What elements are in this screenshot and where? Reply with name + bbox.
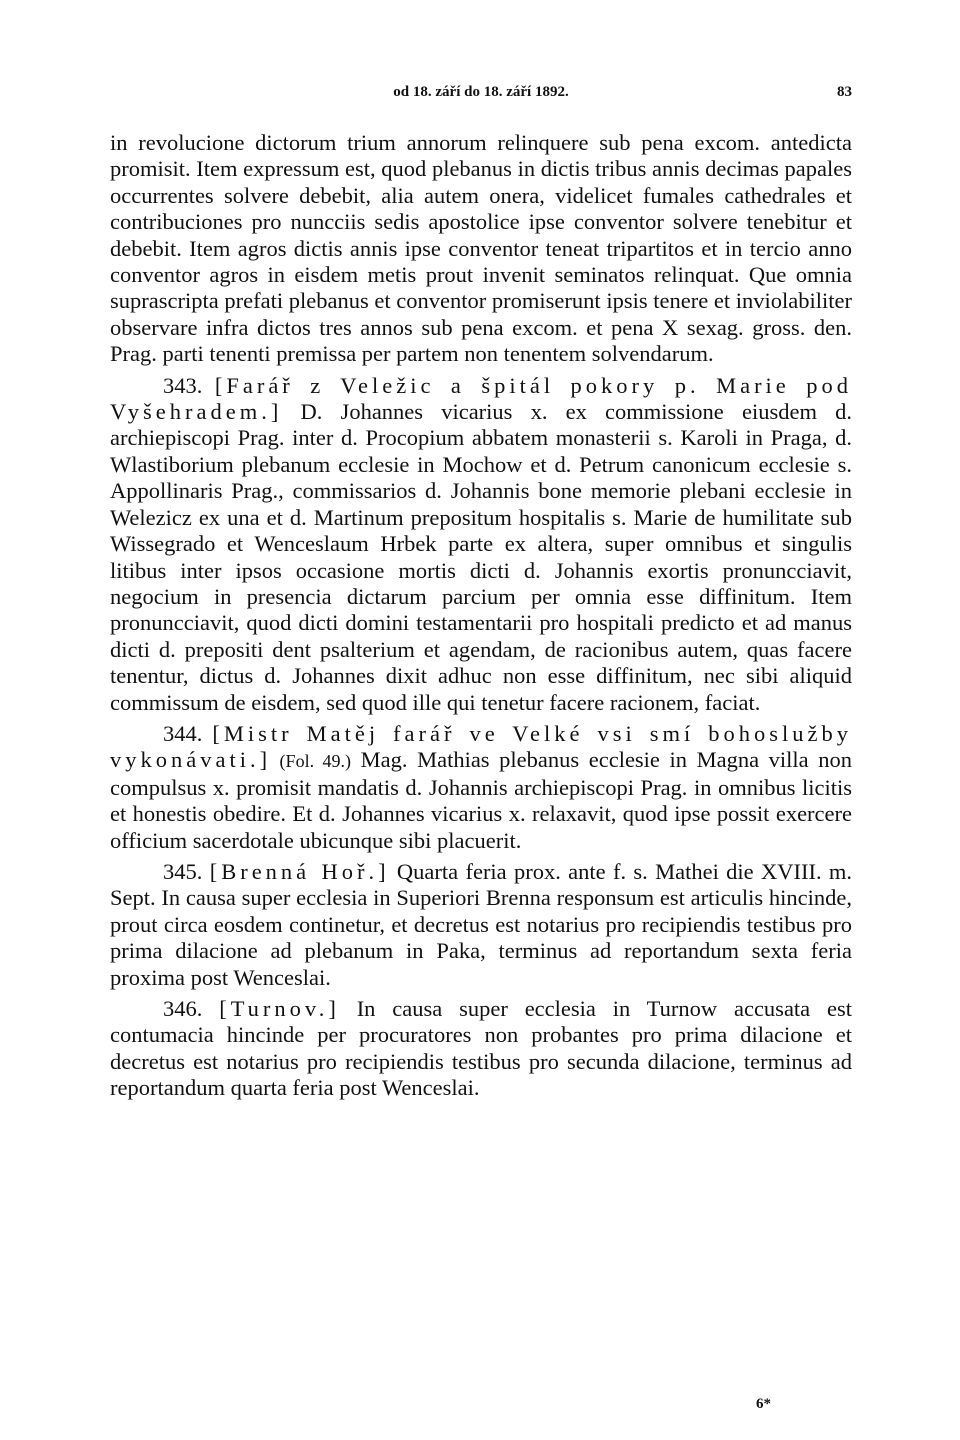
entry-heading: [Brenná Hoř.]	[209, 858, 390, 884]
entry-heading: [Mistr Matěj farář ve Velké vsi smí bohoslužby vykonávati.]	[110, 720, 852, 773]
body-text	[110, 130, 852, 1102]
entry-number: 345.	[163, 858, 203, 884]
entry-heading: [Farář z Veležic a špitál pokory p. Marie pod Vyšehradem.]	[110, 372, 852, 425]
header-title: od 18. září do 18. září 1892.	[393, 84, 569, 100]
paragraph-continuation: in revolucione dictorum trium annorum relinquere sub pena excom. antedicta promisit. Item expressum est, quod plebanus in dictis tribus annis decimas papales occurrentes solvere debebit, alia autem onera, videlicet fumales cathedrales et contribuciones pro nuncciis sedis apostolice ipse conventor solvere tenebitur et debebit. Item agros dictis annis ipse conventor teneat tripartitos et in tercio anno conventor agros in eisdem metis prout invenit seminatos relinquat. Que omnia suprascripta prefati plebanus et conventor promiserunt ipsis tenere et inviolabiliter observare infra dictos tres annos sub pena excom. et pena X sexag. gross. den. Prag. parti tenenti premissa per partem non tenentem solvendarum.	[110, 130, 852, 367]
entry-number: 343.	[163, 372, 203, 398]
entry-346	[110, 996, 852, 1102]
entry-343	[110, 373, 852, 716]
entry-344	[110, 721, 852, 854]
entry-number: 344.	[163, 720, 203, 746]
printer-signature: 6*	[756, 1396, 771, 1412]
entry-number: 346.	[163, 996, 203, 1021]
running-header	[110, 84, 852, 108]
folio-reference: (Fol. 49.)	[271, 751, 352, 772]
entry-345	[110, 859, 852, 991]
entry-body: D. Johannes vicarius x. ex commissione eiusdem d. archiepiscopi Prag. inter d. Procopium abbatem monasterii s. Karoli in Praga, d. Wlastiborium plebanum ecclesie in Mochow et d. Petrum canonicum ecclesie s. Appollinaris Prag., commissarios d. Johannis bone memorie plebani ecclesie in Welezicz ex una et d. Martinum prepositum hospitalis s. Marie de humilitate sub Wissegrado et Wenceslaum Hrbek parte ex altera, super omnibus et singulis litibus inter ipsos occasione mortis dicti d. Johannis exortis pronuncciavit, negocium in presencia dictarum parcium per omnia esse diffinitum. Item pronuncciavit, quod dicti domini testamentarii pro hospitali predicto et ad manus dicti d. prepositi dent psalterium et agendam, de racionibus autem, quas facere tenentur, dictus d. Johannes dixit adhuc non esse diffinitum, nec sibi aliquid commissum de eisdem, sed quod ille qui tenetur facere racionem, faciat.	[110, 399, 852, 715]
page-number: 83	[837, 84, 852, 100]
entry-heading: [Turnov.]	[219, 996, 340, 1021]
entry-body: Mag. Mathias plebanus ecclesie in Magna villa non compulsus x. promisit mandatis d. Johannis archiepiscopi Prag. in omnibus licitis et honestis obedire. Et d. Johannes vicarius x. relaxavit, quod ipse possit exercere officium sacerdotale ubicunque sibi placuerit.	[110, 747, 853, 853]
entry-body: In causa super ecclesia in Turnow accusata est contumacia hincinde per procuratores non probantes pro prima dilacione et decretus est notarius pro recipiendis testibus pro secunda dilacione, terminus ad reportandum quarta feria post Wenceslai.	[110, 996, 853, 1101]
entry-body: Quarta feria prox. ante f. s. Mathei die XVIII. m. Sept. In causa super ecclesia in Superiori Brenna responsum est articulis hincinde, prout circa eosdem continetur, et decretus est notarius pro recipiendis testibus pro prima dilacione ad plebanum in Paka, terminus ad reportandum sexta feria proxima post Wenceslai.	[110, 858, 853, 990]
